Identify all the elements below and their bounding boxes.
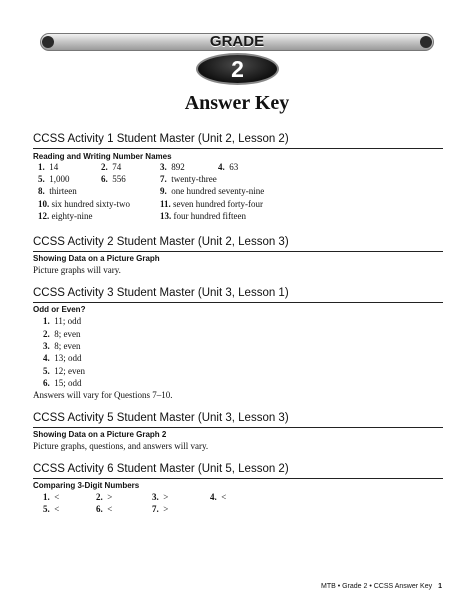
section-subheading: Reading and Writing Number Names [33,152,172,161]
section-heading: CCSS Activity 2 Student Master (Unit 2, Lesson 3) [33,236,289,248]
answer-item: 6. 556 [101,174,126,184]
answer-item: 8. thirteen [38,186,77,196]
answer-item: 1. 11; odd [43,316,82,326]
section-subheading: Odd or Even? [33,305,86,314]
page-number: 1 [438,583,442,590]
answer-item: 3. > [152,492,169,502]
grade-label: GRADE [209,33,265,50]
answer-item: 12. eighty-nine [38,211,93,221]
answer-item: 5. < [43,504,60,514]
section-divider [33,251,443,252]
answer-item: 5. 12; even [43,366,85,376]
footer-text: MTB • Grade 2 • CCSS Answer Key [320,583,433,590]
grade-number-badge: 2 [196,53,279,85]
answer-item: 7. twenty-three [160,174,217,184]
answer-item: 2. 8; even [43,329,81,339]
section-heading: CCSS Activity 6 Student Master (Unit 5, Lesson 2) [33,463,289,475]
answer-item: 4. 13; odd [43,353,82,363]
answer-item: 6. < [96,504,113,514]
page-title: Answer Key [184,92,290,114]
section-divider [33,478,443,479]
answer-item: 1. 14 [38,162,59,172]
answer-item: 13. four hundred fifteen [160,211,246,221]
section-subheading: Showing Data on a Picture Graph 2 [33,430,167,439]
answer-item: 4. 63 [218,162,239,172]
answer-item: 9. one hundred seventy-nine [160,186,265,196]
section-subheading: Showing Data on a Picture Graph [33,254,160,263]
answer-item: 1. < [43,492,60,502]
answer-item: 2. > [96,492,113,502]
page-footer [321,583,442,590]
section-note: Picture graphs, questions, and answers will vary. [33,441,209,451]
section-note: Answers will vary for Questions 7–10. [33,390,173,400]
answer-item: 3. 8; even [43,341,81,351]
section-heading: CCSS Activity 3 Student Master (Unit 3, Lesson 1) [33,287,289,299]
answer-item: 5. 1,000 [38,174,70,184]
section-heading: CCSS Activity 5 Student Master (Unit 3, Lesson 3) [33,412,289,424]
section-subheading: Comparing 3-Digit Numbers [33,481,140,490]
answer-item: 3. 892 [160,162,185,172]
answer-item: 6. 15; odd [43,378,82,388]
section-divider [33,302,443,303]
answer-item: 4. < [210,492,227,502]
section-note: Picture graphs will vary. [33,265,121,275]
section-heading: CCSS Activity 1 Student Master (Unit 2, Lesson 2) [33,133,289,145]
answer-item: 10. six hundred sixty-two [38,199,130,209]
answer-item: 7. > [152,504,169,514]
answer-item: 2. 74 [101,162,122,172]
section-divider [33,148,443,149]
section-divider [33,427,443,428]
answer-item: 11. seven hundred forty-four [160,199,263,209]
grade-banner [40,33,434,51]
